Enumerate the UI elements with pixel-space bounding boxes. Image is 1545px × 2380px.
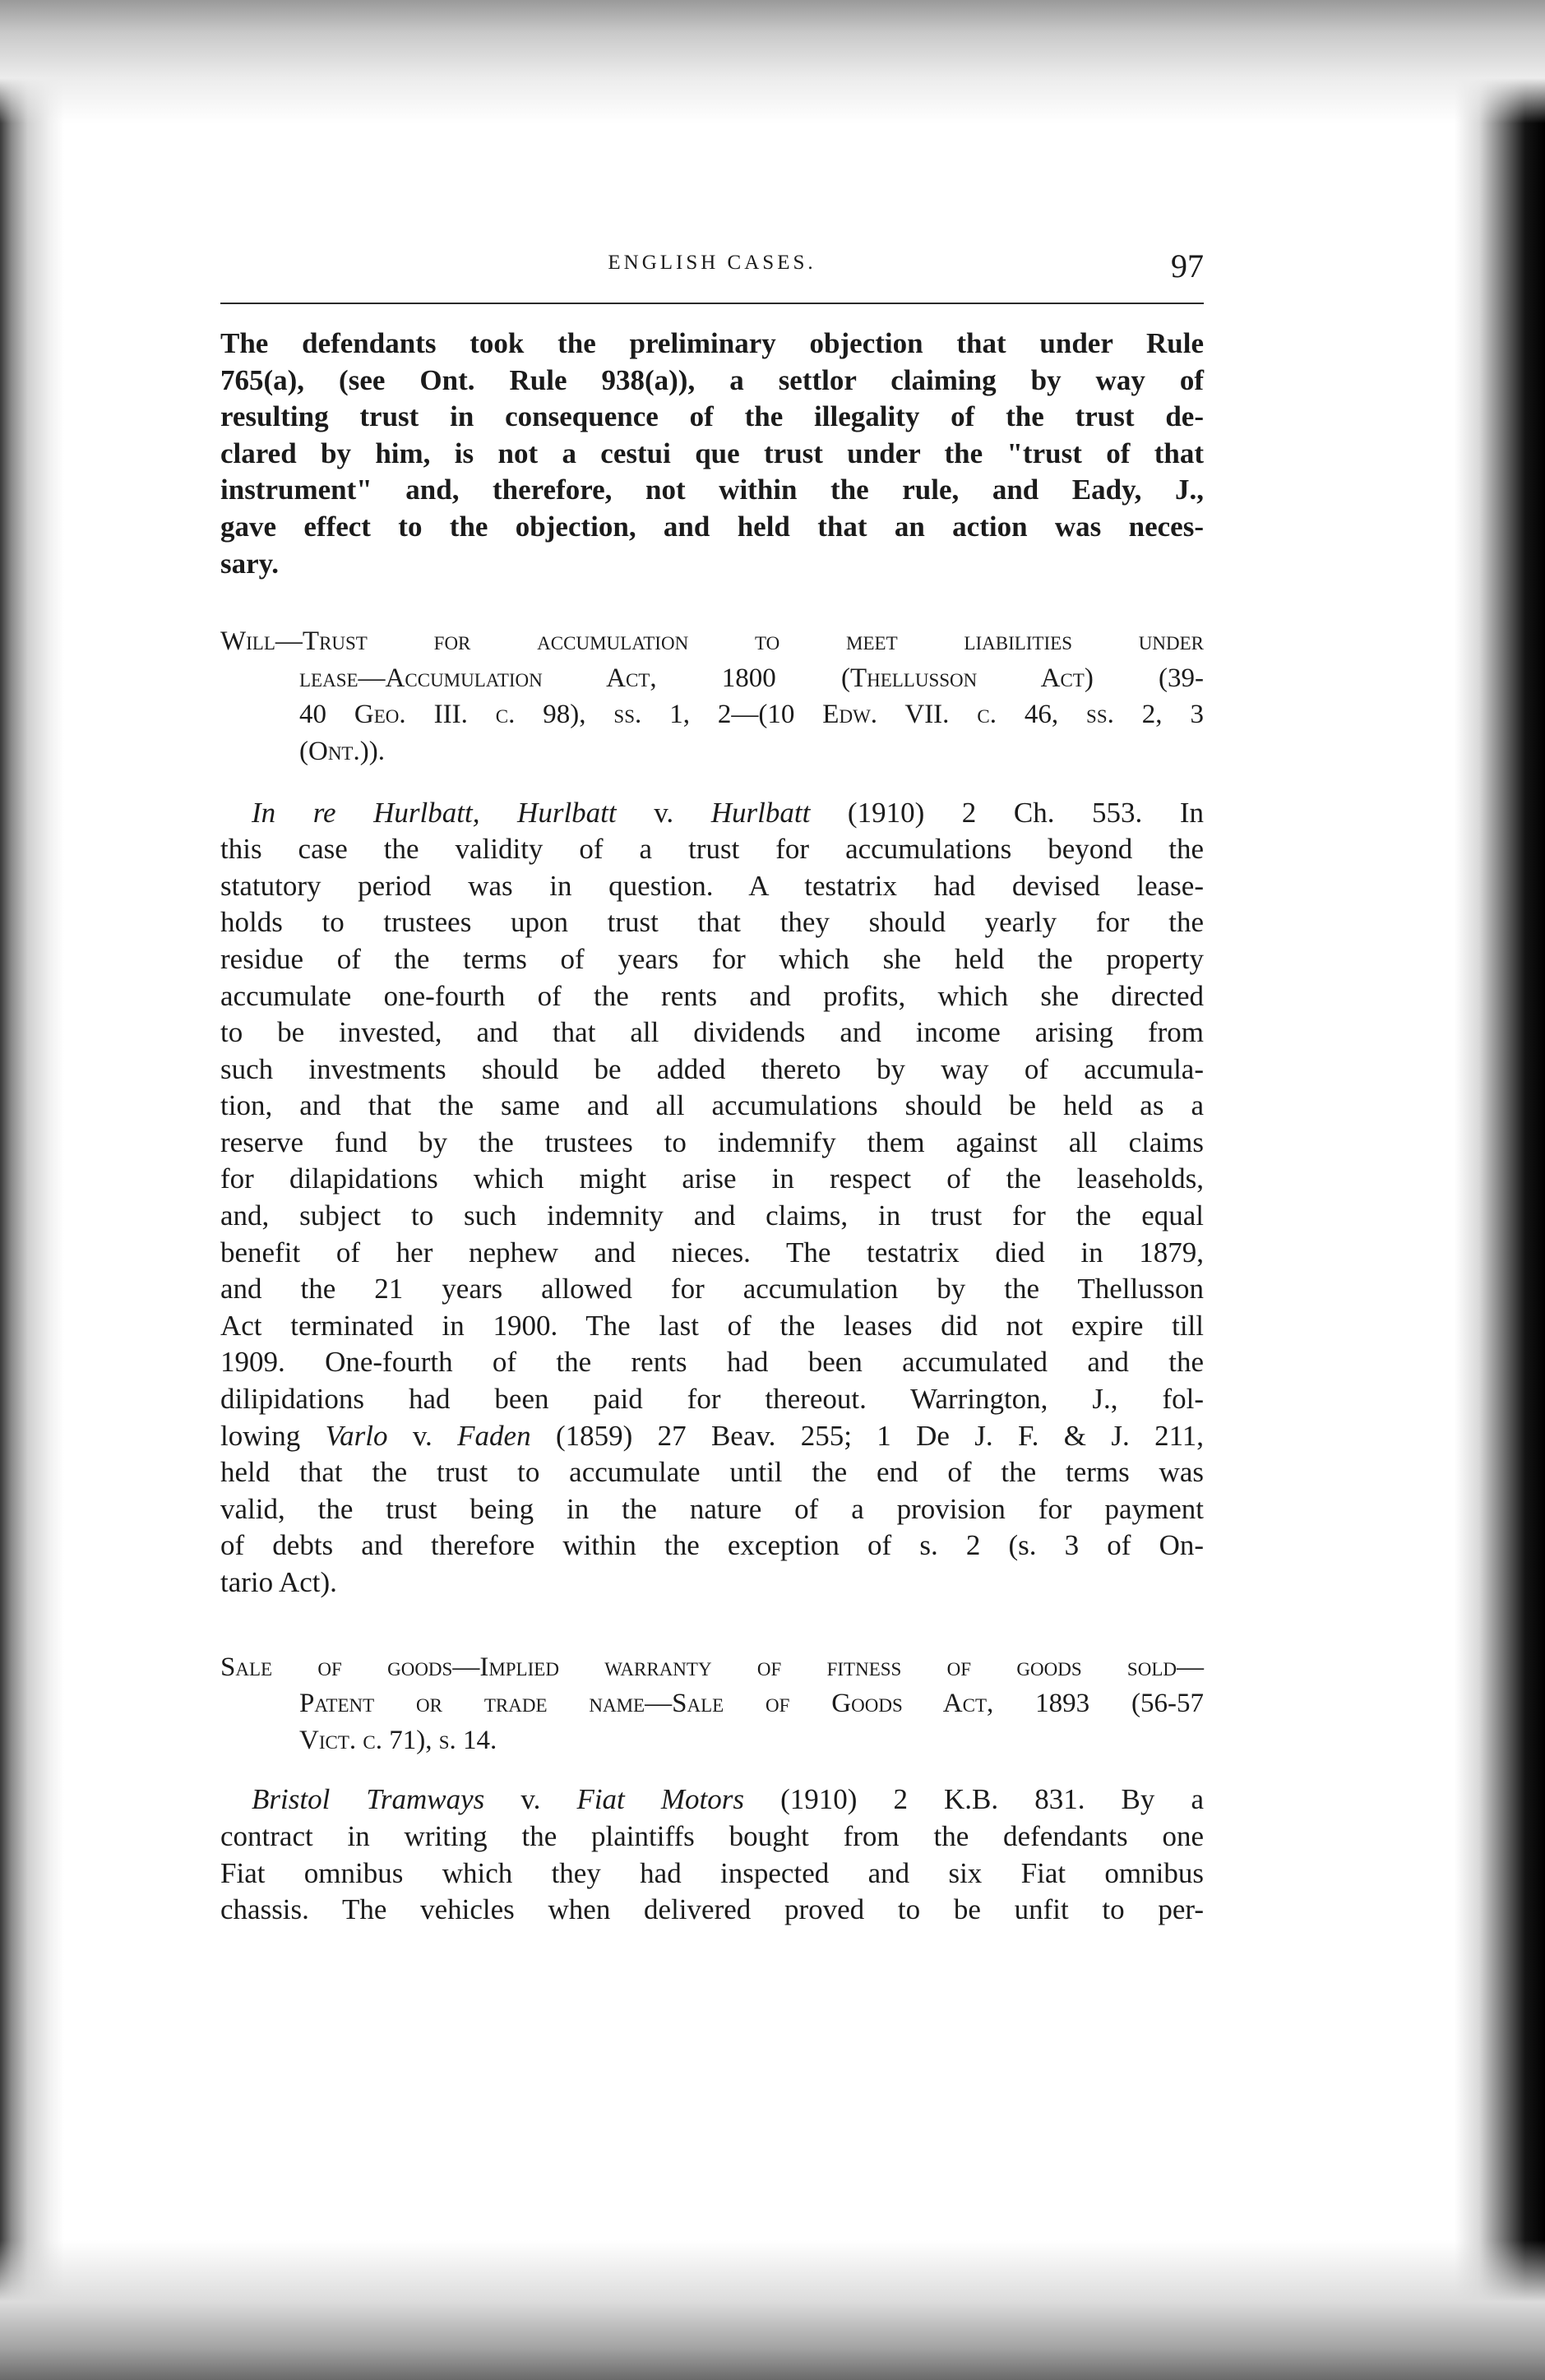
text-fragment: lowing <box>220 1419 301 1452</box>
paragraph-hurlbatt-case <box>220 795 1204 1601</box>
text-line: valid, the trust being in the nature of a provision for payment <box>220 1492 1204 1525</box>
page-edge-bottom <box>0 2240 1545 2380</box>
heading-line: Sale of goods—Implied warranty of fitness of goods sold— <box>220 1652 1204 1682</box>
text-line: Act terminated in 1900. The last of the leases did not expire till <box>220 1309 1204 1342</box>
heading-line: Vict. c. 71), s. 14. <box>299 1725 497 1755</box>
text-line <box>220 1418 1204 1455</box>
running-title: ENGLISH CASES. <box>608 252 816 274</box>
case-citation-name: Varlo <box>325 1419 388 1452</box>
text-line: resulting trust in consequence of the illegality of the trust de- <box>220 400 1204 433</box>
text-line: held that the trust to accumulate until the end of the terms was <box>220 1456 1204 1489</box>
case-citation: (1859) 27 Beav. 255; 1 De J. F. & J. 211, <box>555 1419 1205 1452</box>
text-line: and the 21 years allowed for accumulation by the Thellusson <box>220 1273 1204 1306</box>
case-versus: v. <box>654 796 674 829</box>
heading-line: lease—Accumulation Act, 1800 (Thellusson Act) (39- <box>299 663 1204 693</box>
heading-line: 40 Geo. III. c. 98), ss. 1, 2—(10 Edw. VII. c. 46, ss. 2, 3 <box>299 700 1204 730</box>
page-number: 97 <box>1171 247 1204 284</box>
running-head <box>220 247 1204 293</box>
case-versus: v. <box>412 1419 433 1452</box>
text-line <box>220 1782 1204 1819</box>
text-line: Fiat omnibus which they had inspected and six Fiat omnibus <box>220 1856 1204 1889</box>
text-line: contract in writing the plaintiffs bought from the defendants one <box>220 1819 1204 1852</box>
heading-line: Patent or trade name—Sale of Goods Act, 1893 (56-57 <box>299 1689 1204 1719</box>
case-citation-name: Hurlbatt <box>710 796 811 829</box>
text-line: tario Act). <box>220 1566 337 1598</box>
text-line: and, subject to such indemnity and claims, in trust for the equal <box>220 1199 1204 1232</box>
text-line: dilipidations had been paid for thereout. Warrington, J., fol- <box>220 1383 1204 1416</box>
heading-line: (Ont.)). <box>299 736 385 766</box>
case-citation-name: Faden <box>457 1419 531 1452</box>
text-line: gave effect to the objection, and held that an action was neces- <box>220 510 1204 543</box>
case-citation-name: Fiat Motors <box>576 1783 744 1816</box>
text-line: holds to trustees upon trust that they should yearly for the <box>220 906 1204 939</box>
case-citation-name: Bristol Tramways <box>252 1783 485 1816</box>
case-citation: (1910) 2 Ch. 553. In <box>847 796 1205 829</box>
text-line: to be invested, and that all dividends and income arising from <box>220 1016 1204 1049</box>
text-line: sary. <box>220 547 279 580</box>
text-line: instrument" and, therefore, not within the rule, and Eady, J., <box>220 474 1204 506</box>
text-line: tion, and that the same and all accumulations should be held as a <box>220 1089 1204 1122</box>
text-line: reserve fund by the trustees to indemnify them against all claims <box>220 1125 1204 1158</box>
case-citation: (1910) 2 K.B. 831. By a <box>780 1783 1205 1816</box>
text-line: residue of the terms of years for which she held the property <box>220 942 1204 975</box>
text-block <box>220 247 1204 1929</box>
text-line: benefit of her nephew and nieces. The testatrix died in 1879, <box>220 1236 1204 1269</box>
paragraph-preliminary-objection <box>220 326 1204 582</box>
text-line: clared by him, is not a cestui que trust under the "trust of that <box>220 437 1204 469</box>
case-versus: v. <box>520 1783 541 1816</box>
paragraph-bristol-tramways-case <box>220 1782 1204 1928</box>
text-line: 1909. One-fourth of the rents had been accumulated and the <box>220 1346 1204 1379</box>
text-line: of debts and therefore within the exception of s. 2 (s. 3 of On- <box>220 1529 1204 1562</box>
page-edge-right <box>1455 0 1545 2380</box>
section-heading-will-trust <box>220 623 1204 769</box>
page-edge-left <box>0 0 64 2380</box>
text-line: statutory period was in question. A testatrix had devised lease- <box>220 869 1204 902</box>
heading-line: Will—Trust for accumulation to meet liabilities under <box>220 626 1204 657</box>
text-line: for dilapidations which might arise in respect of the leaseholds, <box>220 1162 1204 1195</box>
text-line <box>220 795 1204 832</box>
text-line: The defendants took the preliminary objection that under Rule <box>220 327 1204 359</box>
text-line: accumulate one-fourth of the rents and profits, which she directed <box>220 979 1204 1012</box>
section-heading-sale-of-goods <box>220 1649 1204 1759</box>
case-citation-name: In re Hurlbatt, Hurlbatt <box>252 796 617 829</box>
text-line: chassis. The vehicles when delivered proved to be unfit to per- <box>220 1893 1204 1926</box>
text-line: 765(a), (see Ont. Rule 938(a)), a settlor claiming by way of <box>220 363 1204 396</box>
text-line: this case the validity of a trust for accumulations beyond the <box>220 833 1204 866</box>
text-line: such investments should be added thereto by way of accumula- <box>220 1052 1204 1085</box>
header-rule <box>220 303 1204 304</box>
page-edge-top <box>0 0 1545 123</box>
